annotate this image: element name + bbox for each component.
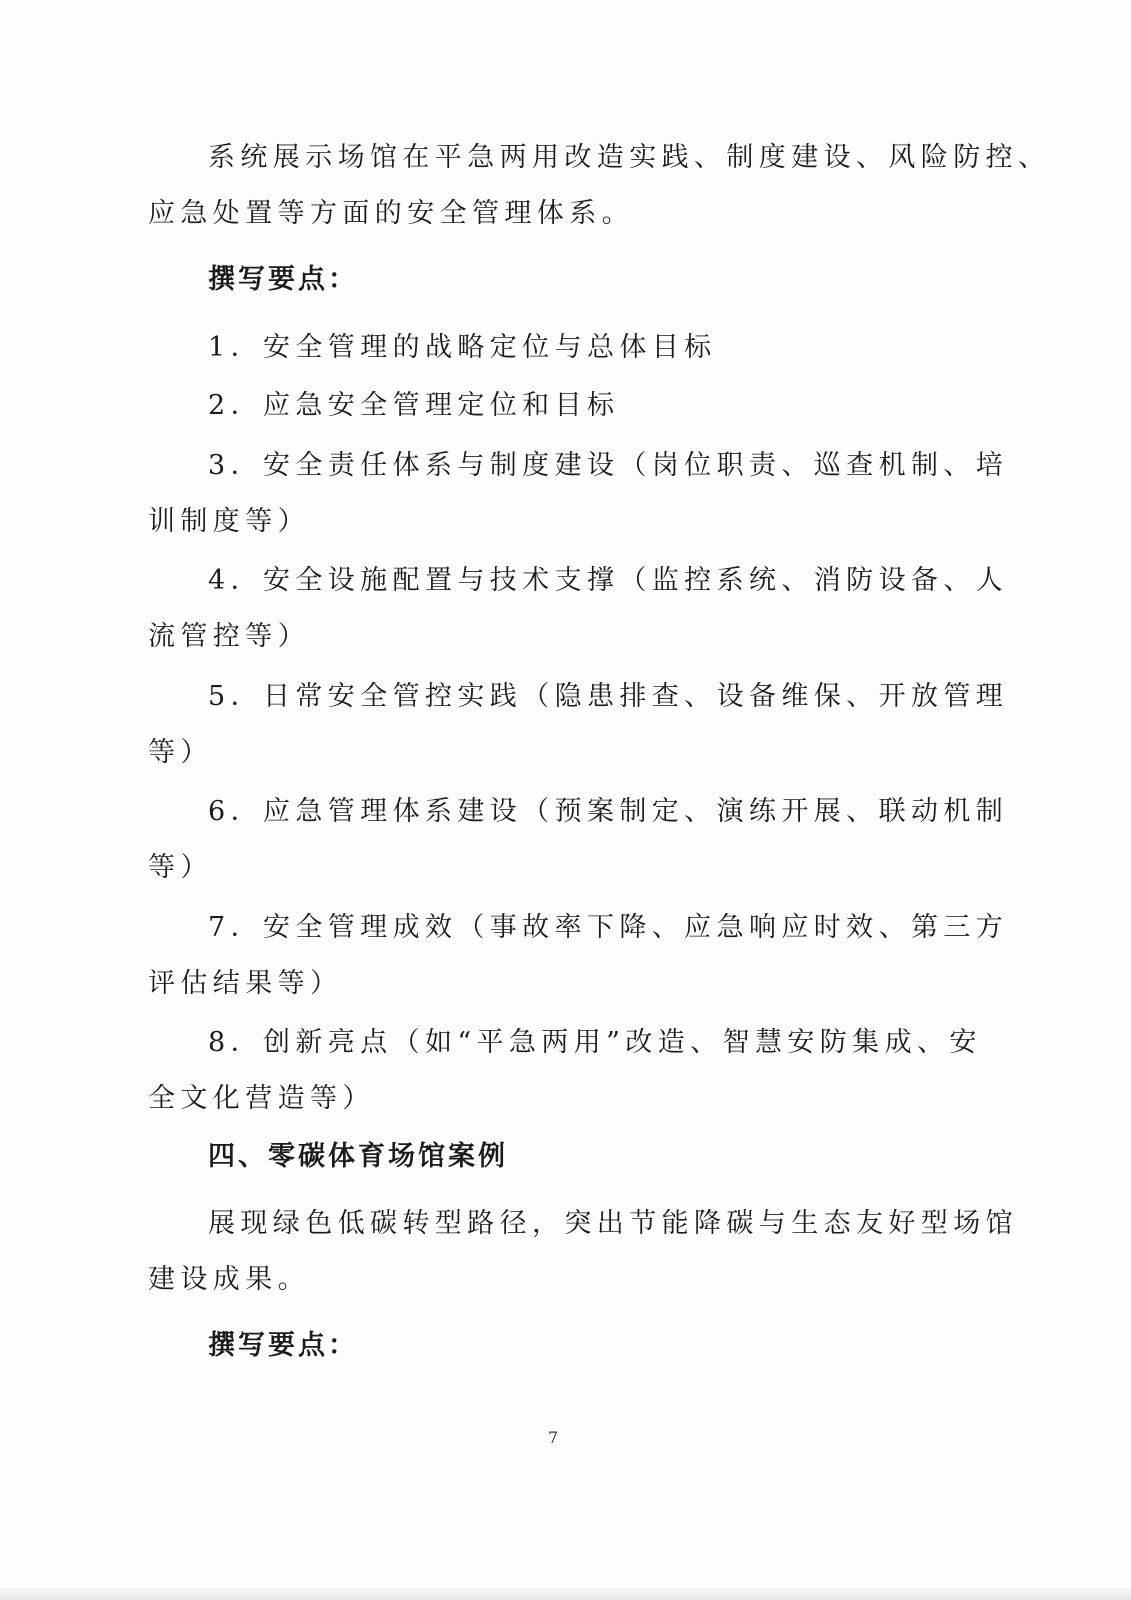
intro-line-1: 系统展示场馆在平急两用改造实践、制度建设、风险防控、 — [208, 142, 1051, 173]
point-8-line-1: 8．创新亮点（如“平急两用”改造、智慧安防集成、安 — [208, 1027, 982, 1058]
section-4-title: 四、零碳体育场馆案例 — [208, 1141, 508, 1172]
section-4-writing-points-heading: 撰写要点： — [208, 1330, 358, 1361]
point-4-line-1: 4．安全设施配置与技术支撑（监控系统、消防设备、人 — [208, 565, 1009, 596]
intro-line-2: 应急处置等方面的安全管理体系。 — [148, 198, 634, 229]
page-number: 7 — [548, 1428, 559, 1447]
section-4-desc-line-2: 建设成果。 — [148, 1264, 310, 1295]
point-1: 1．安全管理的战略定位与总体目标 — [208, 332, 717, 363]
page-bottom-edge — [0, 1588, 1131, 1600]
point-7-line-2: 评估结果等） — [148, 968, 343, 999]
section-4-desc-line-1: 展现绿色低碳转型路径，突出节能降碳与生态友好型场馆 — [208, 1208, 1018, 1239]
point-6-line-2: 等） — [148, 852, 213, 883]
point-7-line-1: 7．安全管理成效（事故率下降、应急响应时效、第三方 — [208, 912, 1009, 943]
point-8-line-2: 全文化营造等） — [148, 1083, 375, 1114]
writing-points-heading: 撰写要点： — [208, 264, 358, 295]
point-3-line-2: 训制度等） — [148, 506, 310, 537]
point-5-line-1: 5．日常安全管控实践（隐患排查、设备维保、开放管理 — [208, 681, 1009, 712]
point-2: 2．应急安全管理定位和目标 — [208, 390, 620, 421]
point-4-line-2: 流管控等） — [148, 621, 310, 652]
point-5-line-2: 等） — [148, 737, 213, 768]
point-3-line-1: 3．安全责任体系与制度建设（岗位职责、巡查机制、培 — [208, 450, 1009, 481]
point-6-line-1: 6．应急管理体系建设（预案制定、演练开展、联动机制 — [208, 796, 1009, 827]
